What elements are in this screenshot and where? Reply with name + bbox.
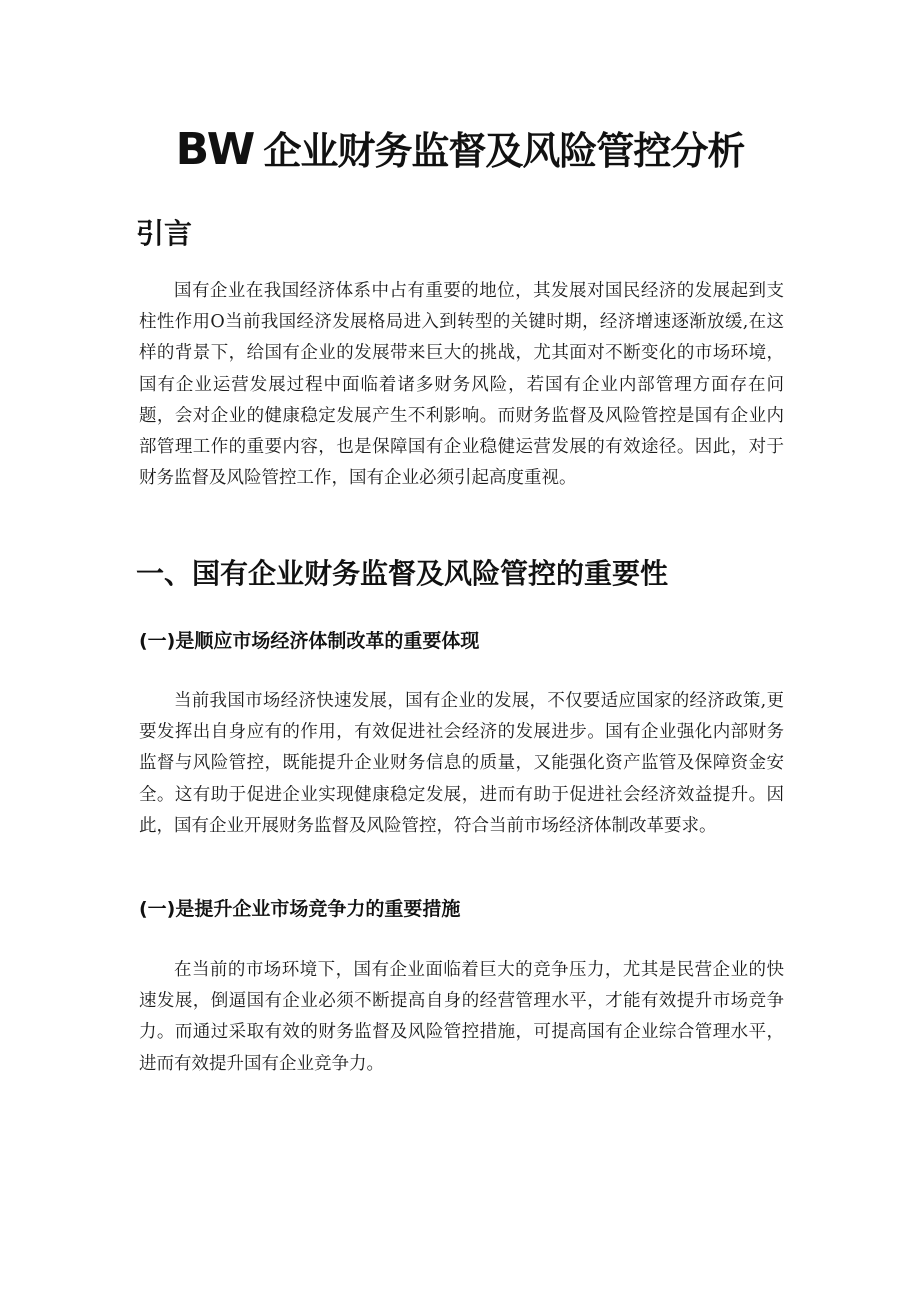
document-title-latin: BW [175, 124, 256, 175]
intro-heading: 引言 [136, 217, 193, 250]
subsection-2-paragraph: 在当前的市场环境下，国有企业面临着巨大的竞争压力，尤其是民营企业的快速发展，倒逼国有企业必须不断提高自身的经营管理水平，才能有效提升市场竞争力。而通过采取有效的财务监督及风险管控措施，可提高国有企业综合管理水平，进而有效提升国有企业竞争力。 [139, 960, 784, 1074]
subsection-1-paragraph: 当前我国市场经济快速发展，国有企业的发展，不仅要适应国家的经济政策,更要发挥出自身应有的作用，有效促进社会经济的发展进步。国有企业强化内部财务监督与风险管控，既能提升企业财务信息的质量，又能强化资产监管及保障资金安全。这有助于促进企业实现健康稳定发展，进而有助于促进社会经济效益提升。因此，国有企业开展财务监督及风险管控，符合当前市场经济体制改革要求。 [139, 691, 784, 836]
document-title [0, 122, 920, 179]
subsection-2-heading: (一)是提升企业市场竞争力的重要措施 [139, 898, 461, 920]
section-1-heading: 一、国有企业财务监督及风险管控的重要性 [136, 557, 669, 590]
document-title-text: 企业财务监督及风险管控分析 [263, 129, 745, 173]
subsection-1-heading: (一)是顺应市场经济体制改革的重要体现 [139, 630, 480, 652]
intro-paragraph: 国有企业在我国经济体系中占有重要的地位，其发展对国民经济的发展起到支柱性作用O当前我国经济发展格局进入到转型的关键时期，经济增速逐渐放缓,在这样的背景下，给国有企业的发展带来巨大的挑战，尤其面对不断变化的市场环境，国有企业运营发展过程中面临着诸多财务风险，若国有企业内部管理方面存在问题，会对企业的健康稳定发展产生不利影响。而财务监督及风险管控是国有企业内部管理工作的重要内容，也是保障国有企业稳健运营发展的有效途径。因此，对于财务监督及风险管控工作，国有企业必须引起高度重视。 [139, 281, 784, 489]
